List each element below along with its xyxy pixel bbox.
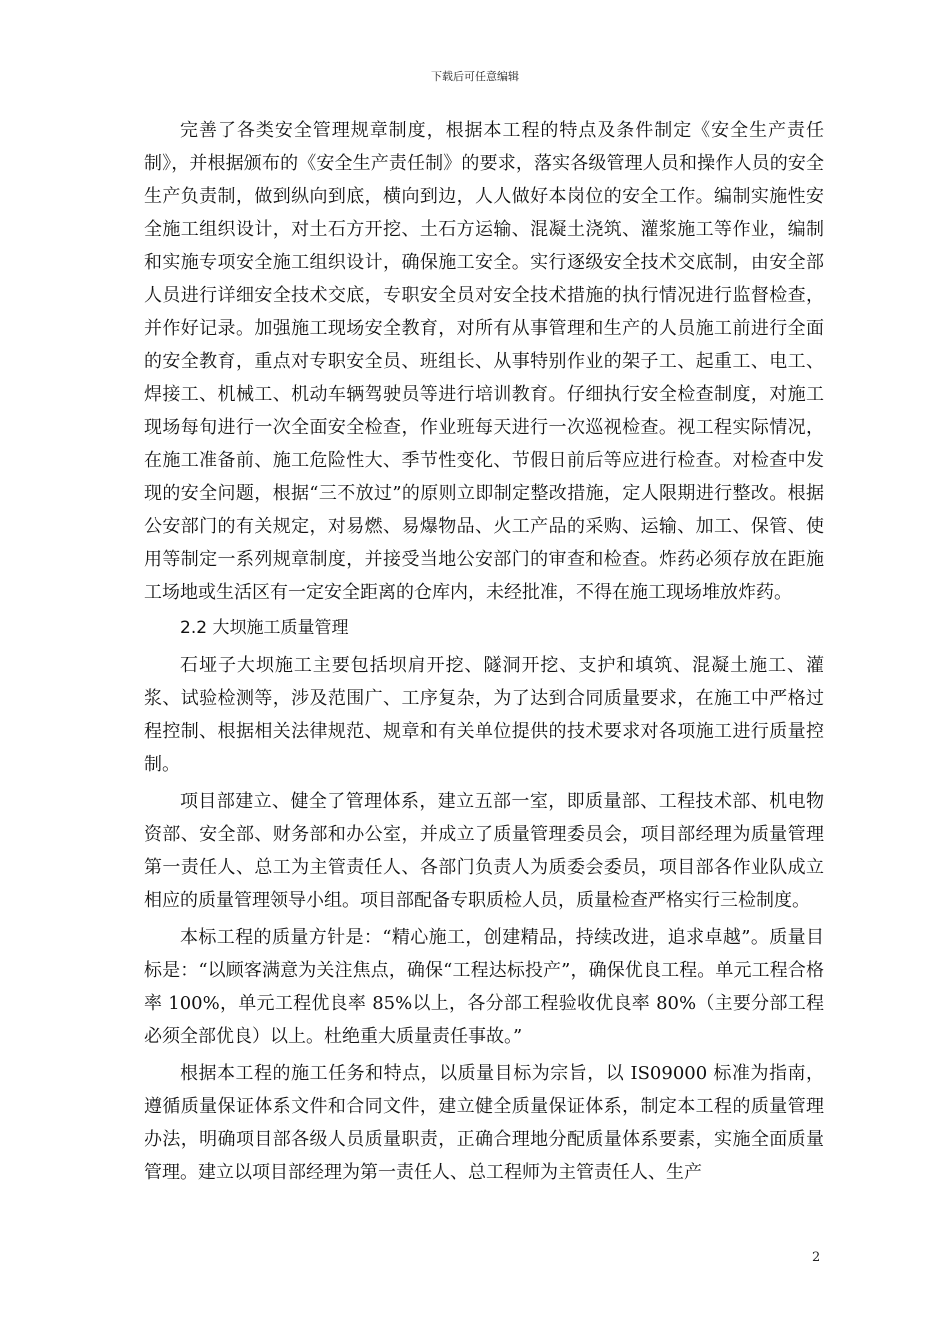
paragraph-management-system: 项目部建立、健全了管理体系，建立五部一室，即质量部、工程技术部、机电物资部、安全部、财务部和办公室，并成立了质量管理委员会，项目部经理为质量管理第一责任人、总工为主管责任人、各部门负责人为质委会委员，项目部各作业队成立相应的质量管理领导小组。项目部配备专职质检人员，质量检查严格实行三检制度。 [144,791,824,911]
section-heading [144,611,824,645]
paragraph-dam-construction: 石垭子大坝施工主要包括坝肩开挖、隧洞开挖、支护和填筑、混凝土施工、灌浆、试验检测等，涉及范围广、工序复杂，为了达到合同质量要求，在施工中严格过程控制、根据相关法律规范、规章和有关单位提供的技术要求对各项施工进行质量控制。 [144,655,824,775]
page-header: 下载后可任意编辑 [431,70,519,83]
page-number: 2 [812,1250,821,1265]
section-title: 2.2 大坝施工质量管理 [180,618,349,638]
paragraph-quality-policy: 本标工程的质量方针是：“精心施工，创建精品，持续改进，追求卓越”。质量目标是：“以顾客满意为关注焦点，确保“工程达标投产”，确保优良工程。单元工程合格率 100%，单元工程优良率 85%以上，各分部工程验收优良率 80%（主要分部工程必须全部优良）以上。杜绝重大质量责任事故。” [144,927,824,1047]
paragraph-quality-assurance: 根据本工程的施工任务和特点，以质量目标为宗旨，以 IS09000 标准为指南，遵循质量保证体系文件和合同文件，建立健全质量保证体系，制定本工程的质量管理办法，明确项目部各级人员质量职责，正确合理地分配质量体系要素，实施全面质量管理。建立以项目部经理为第一责任人、总工程师为主管责任人、生产 [144,1063,824,1183]
document-body [144,114,824,1189]
paragraph-safety-management: 完善了各类安全管理规章制度，根据本工程的特点及条件制定《安全生产责任制》，并根据颁布的《安全生产责任制》的要求，落实各级管理人员和操作人员的安全生产负责制，做到纵向到底，横向到边，人人做好本岗位的安全工作。编制实施性安全施工组织设计，对土石方开挖、土石方运输、混凝土浇筑、灌浆施工等作业，编制和实施专项安全施工组织设计，确保施工安全。实行逐级安全技术交底制，由安全部人员进行详细安全技术交底，专职安全员对安全技术措施的执行情况进行监督检查，并作好记录。加强施工现场安全教育，对所有从事管理和生产的人员施工前进行全面的安全教育，重点对专职安全员、班组长、从事特别作业的架子工、起重工、电工、焊接工、机械工、机动车辆驾驶员等进行培训教育。仔细执行安全检查制度，对施工现场每旬进行一次全面安全检查，作业班每天进行一次巡视检查。视工程实际情况，在施工准备前、施工危险性大、季节性变化、节假日前后等应进行检查。对检查中发现的安全问题，根据“三不放过”的原则立即制定整改措施，定人限期进行整改。根据公安部门的有关规定，对易燃、易爆物品、火工产品的采购、运输、加工、保管、使用等制定一系列规章制度，并接受当地公安部门的审查和检查。炸药必须存放在距施工场地或生活区有一定安全距离的仓库内，未经批准，不得在施工现场堆放炸药。 [144,120,824,603]
